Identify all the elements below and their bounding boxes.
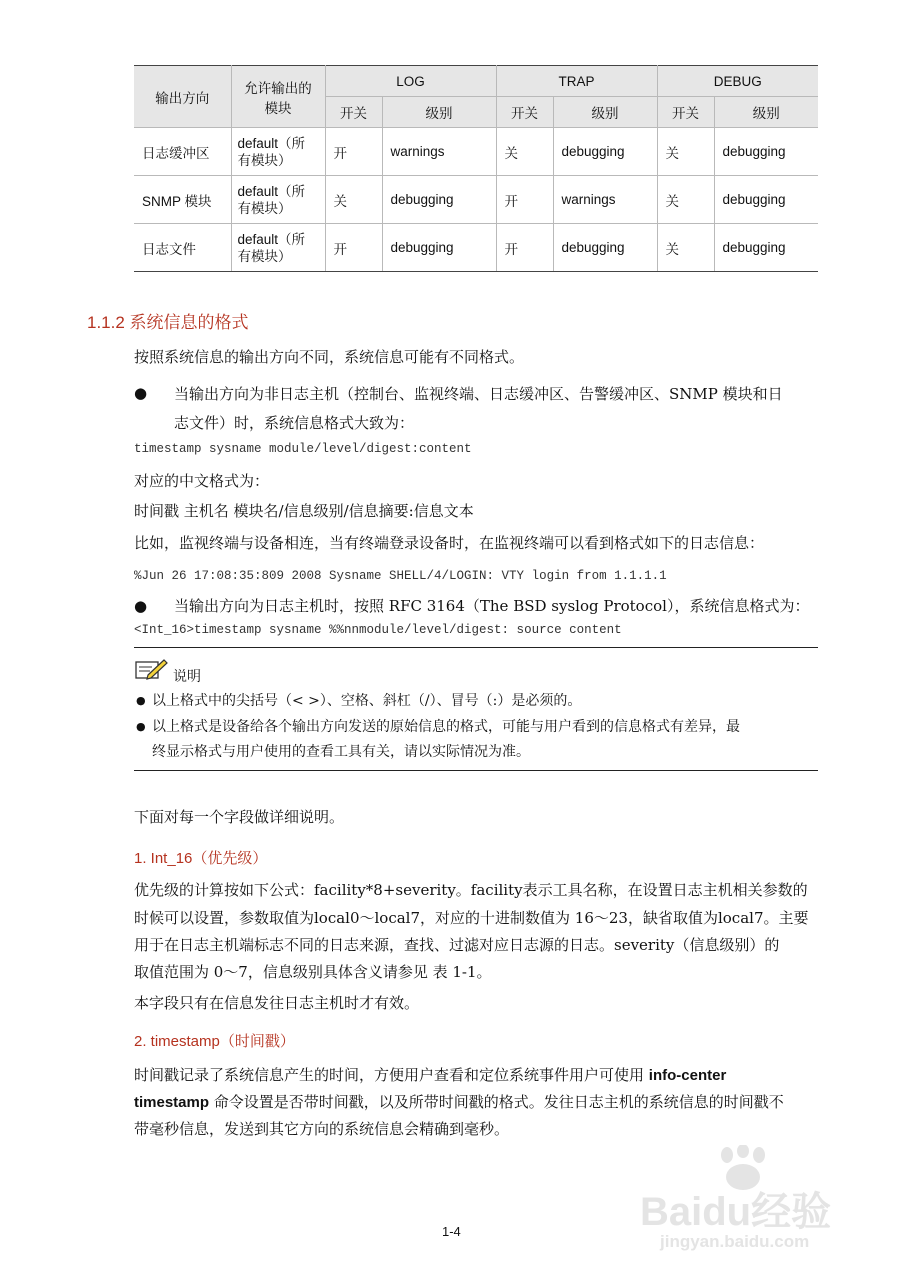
field1-p1-line4: 取值范围为 0～7，信息级别具体含义请参见 表 1-1。 xyxy=(134,963,492,981)
cell-log-level: warnings xyxy=(382,128,496,176)
watermark-brand: Baidu经验 xyxy=(640,1190,832,1234)
bullet1-line2: 志文件）时，系统信息格式大致为： xyxy=(174,414,415,432)
field1-p1-line3: 用于在日志主机端标志不同的日志来源，查找、过滤对应日志源的日志。severity（信息级别）的 xyxy=(134,936,780,954)
cell-log-level: debugging xyxy=(382,176,496,224)
detail-intro: 下面对每一个字段做详细说明。 xyxy=(134,808,345,826)
output-direction-table xyxy=(134,65,818,272)
cmd-timestamp: timestamp xyxy=(134,1094,210,1111)
header-log-switch: 开关 xyxy=(325,97,382,128)
header-log: LOG xyxy=(325,66,496,97)
field2-heading: 2. timestamp（时间戳） xyxy=(134,1033,295,1050)
field2-p1-line2 xyxy=(134,1089,784,1116)
cell-debug-switch: 关 xyxy=(657,224,714,272)
section-heading: 1.1.2 系统信息的格式 xyxy=(87,313,249,332)
field2-text-b: 命令设置是否带时间戳，以及所带时间戳的格式。发往日志主机的系统信息的时间戳不 xyxy=(209,1093,784,1111)
bullet-dot-icon: ● xyxy=(134,384,148,402)
note-item1: 以上格式中的尖括号（< >）、空格、斜杠（/）、冒号（:）是必须的。 xyxy=(152,693,582,709)
note-item2-line1: 以上格式是设备给各个输出方向发送的原始信息的格式，可能与用户看到的信息格式有差异，最 xyxy=(152,719,740,735)
cell-log-level: debugging xyxy=(382,224,496,272)
cell-debug-switch: 关 xyxy=(657,128,714,176)
note-pencil-icon xyxy=(134,657,168,681)
header-trap-switch: 开关 xyxy=(496,97,553,128)
note-label: 说明 xyxy=(173,669,201,685)
cell-trap-level: debugging xyxy=(553,128,657,176)
header-trap: TRAP xyxy=(496,66,657,97)
cell-log-switch: 关 xyxy=(325,176,382,224)
bullet-dot-icon: ● xyxy=(136,694,146,707)
page-number: 1-4 xyxy=(442,1224,461,1239)
field2-p1-line1 xyxy=(134,1062,726,1089)
cell-trap-switch: 开 xyxy=(496,224,553,272)
cell-direction: 日志文件 xyxy=(134,224,231,272)
example-intro: 比如，监视终端与设备相连，当有终端登录设备时，在监视终端可以看到格式如下的日志信息： xyxy=(134,534,765,552)
cn-format: 时间戳 主机名 模块名/信息级别/信息摘要:信息文本 xyxy=(134,502,474,520)
cell-direction: 日志缓冲区 xyxy=(134,128,231,176)
field2-text-a: 时间戳记录了系统信息产生的时间，方便用户查看和定位系统事件用户可使用 xyxy=(134,1066,649,1084)
table-row xyxy=(134,224,818,272)
cell-modules: default（所有模块） xyxy=(231,224,325,272)
header-trap-level: 级别 xyxy=(553,97,657,128)
cell-trap-switch: 开 xyxy=(496,176,553,224)
bullet1-line1: 当输出方向为非日志主机（控制台、监视终端、日志缓冲区、告警缓冲区、SNMP 模块和日 xyxy=(174,385,783,403)
bullet-dot-icon: ● xyxy=(134,597,148,615)
cmd-info-center: info-center xyxy=(648,1067,727,1084)
field1-p2: 本字段只有在信息发往日志主机时才有效。 xyxy=(134,994,420,1012)
header-debug-level: 级别 xyxy=(714,97,818,128)
note-top-rule xyxy=(134,647,818,648)
field1-p1-line2: 时候可以设置，参数取值为local0～local7，对应的十进制数值为 16～23，缺省取值为local7。主要 xyxy=(134,909,809,927)
cell-debug-switch: 关 xyxy=(657,176,714,224)
table-row xyxy=(134,128,818,176)
cell-modules: default（所有模块） xyxy=(231,176,325,224)
format2-code: <Int_16>timestamp sysname %%nnmodule/level/digest: source content xyxy=(134,623,622,637)
cell-debug-level: debugging xyxy=(714,128,818,176)
cell-debug-level: debugging xyxy=(714,176,818,224)
field1-p1-line1: 优先级的计算按如下公式：facility*8+severity。facility表示工具名称，在设置日志主机相关参数的 xyxy=(134,881,808,899)
header-log-level: 级别 xyxy=(382,97,496,128)
cell-trap-switch: 关 xyxy=(496,128,553,176)
header-debug: DEBUG xyxy=(657,66,818,97)
cell-direction: SNMP 模块 xyxy=(134,176,231,224)
cell-trap-level: debugging xyxy=(553,224,657,272)
header-debug-switch: 开关 xyxy=(657,97,714,128)
field1-heading: 1. Int_16（优先级） xyxy=(134,850,268,867)
section-intro: 按照系统信息的输出方向不同，系统信息可能有不同格式。 xyxy=(134,348,525,366)
header-modules: 允许输出的模块 xyxy=(231,66,325,128)
cell-debug-level: debugging xyxy=(714,224,818,272)
field2-p1-line3: 带毫秒信息，发送到其它方向的系统信息会精确到毫秒。 xyxy=(134,1120,510,1138)
watermark-url: jingyan.baidu.com xyxy=(660,1232,810,1251)
cell-trap-level: warnings xyxy=(553,176,657,224)
format1-code: timestamp sysname module/level/digest:content xyxy=(134,442,472,456)
table-row xyxy=(134,176,818,224)
note-bottom-rule xyxy=(134,770,818,771)
cell-modules: default（所有模块） xyxy=(231,128,325,176)
cell-log-switch: 开 xyxy=(325,224,382,272)
cn-format-label: 对应的中文格式为： xyxy=(134,472,270,490)
header-direction: 输出方向 xyxy=(134,66,231,128)
bullet2-text: 当输出方向为日志主机时，按照 RFC 3164（The BSD syslog Protocol），系统信息格式为： xyxy=(174,597,810,615)
example-code: %Jun 26 17:08:35:809 2008 Sysname SHELL/4/LOGIN: VTY login from 1.1.1.1 xyxy=(134,569,667,583)
bullet-dot-icon: ● xyxy=(136,720,146,733)
note-item2-line2: 终显示格式与用户使用的查看工具有关，请以实际情况为准。 xyxy=(152,744,530,760)
cell-log-switch: 开 xyxy=(325,128,382,176)
